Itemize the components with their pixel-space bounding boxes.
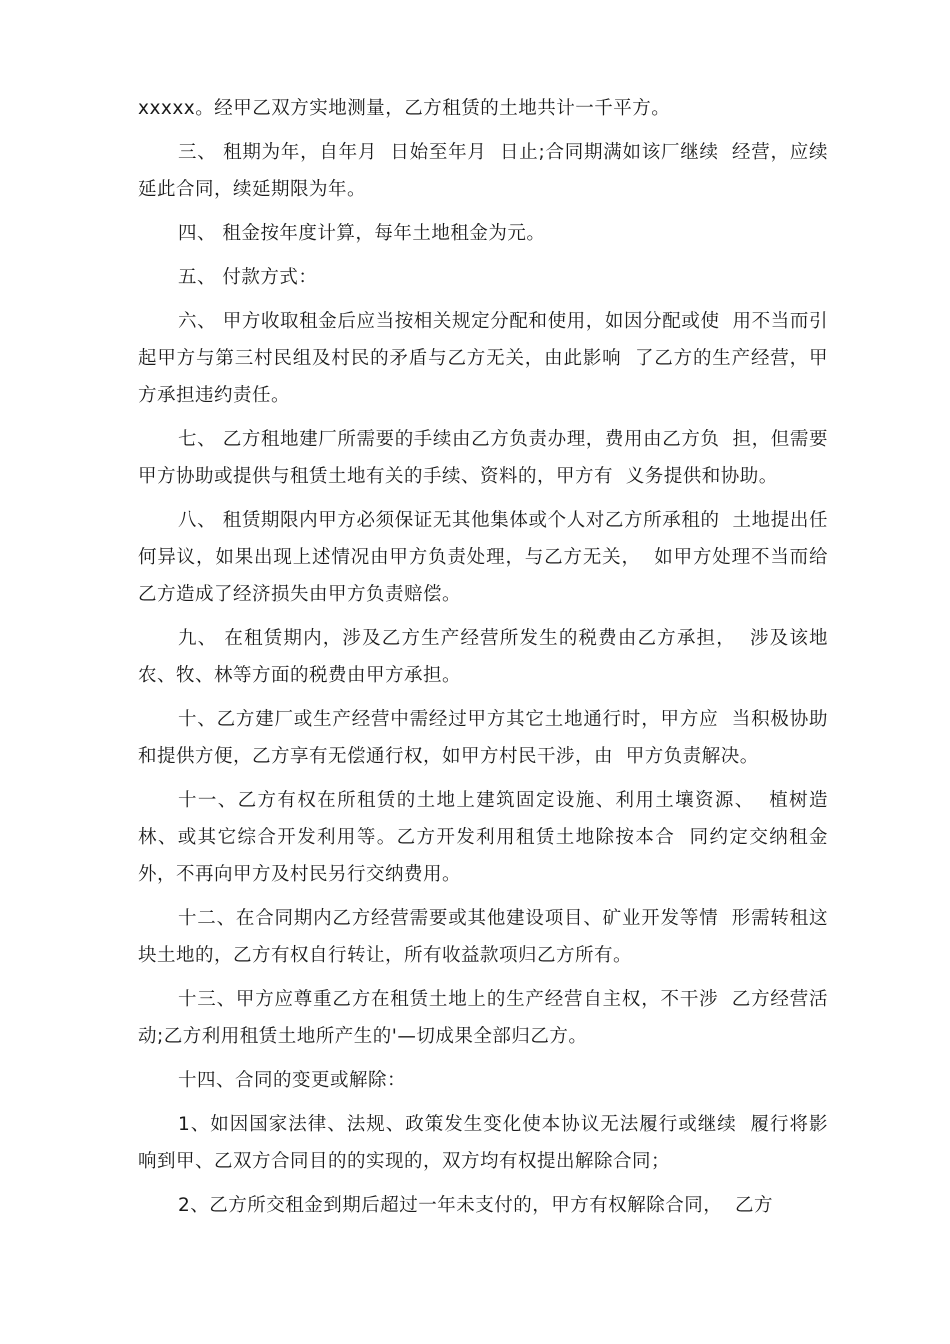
clause-13-autonomy: 十三、甲方应尊重乙方在租赁土地上的生产经营自主权，不干涉 乙方经营活动;乙方利用租赁土地所产生的'—切成果全部归乙方。 <box>138 989 828 1047</box>
clause-6-rent-distribution: 六、 甲方收取租金后应当按相关规定分配和使用，如因分配或使 用不当而引起甲方与第三村民组及村民的矛盾与乙方无关，由此影响 了乙方的生产经营，甲方承担违约责任。 <box>138 311 828 406</box>
clause-11-development-rights: 十一、乙方有权在所租赁的土地上建筑固定设施、利用土壤资源、 植树造林、或其它综合开发利用等。乙方开发利用租赁土地除按本合 同约定交纳租金外，不再向甲方及村民另行交纳费用。 <box>138 790 828 885</box>
clause-14-heading: 十四、合同的变更或解除： <box>178 1070 407 1091</box>
document-body <box>138 90 828 1231</box>
clause-7-procedures: 七、 乙方租地建厂所需要的手续由乙方负责办理，费用由乙方负 担，但需要甲方协助或提供与租赁土地有关的手续、资料的，甲方有 义务提供和协助。 <box>138 429 828 487</box>
clause-14-item-2: 2、乙方所交租金到期后超过一年未支付的，甲方有权解除合同， 乙方 <box>178 1195 774 1216</box>
clause-10-right-of-way: 十、乙方建厂或生产经营中需经过甲方其它土地通行时，甲方应 当积极协助和提供方便，乙方享有无偿通行权，如甲方村民干涉，由 甲方负责解决。 <box>138 709 828 767</box>
paragraph-measurement: xxxxx。经甲乙双方实地测量，乙方租赁的土地共计一千平方。 <box>138 98 671 119</box>
clause-9-taxes: 九、 在租赁期内，涉及乙方生产经营所发生的税费由乙方承担， 涉及该地农、牧、林等方面的税费由甲方承担。 <box>138 628 828 686</box>
clause-12-sublease: 十二、在合同期内乙方经营需要或其他建设项目、矿业开发等情 形需转租这块土地的，乙方有权自行转让，所有收益款项归乙方所有。 <box>138 908 828 966</box>
clause-4-rent: 四、 租金按年度计算，每年土地租金为元。 <box>178 223 546 244</box>
clause-5-payment-method: 五、 付款方式： <box>178 267 318 288</box>
clause-8-guarantee: 八、 租赁期限内甲方必须保证无其他集体或个人对乙方所承租的 土地提出任何异议，如果出现上述情况由甲方负责处理，与乙方无关， 如甲方处理不当而给乙方造成了经济损失由甲方负责赔偿。 <box>138 510 828 605</box>
clause-3-lease-term: 三、 租期为年，自年月 日始至年月 日止;合同期满如该厂继续 经营，应续延此合同，续延期限为年。 <box>138 142 828 200</box>
clause-14-item-1: 1、如因国家法律、法规、政策发生变化使本协议无法履行或继续 履行将影响到甲、乙双方合同目的的实现的，双方均有权提出解除合同； <box>138 1114 828 1172</box>
